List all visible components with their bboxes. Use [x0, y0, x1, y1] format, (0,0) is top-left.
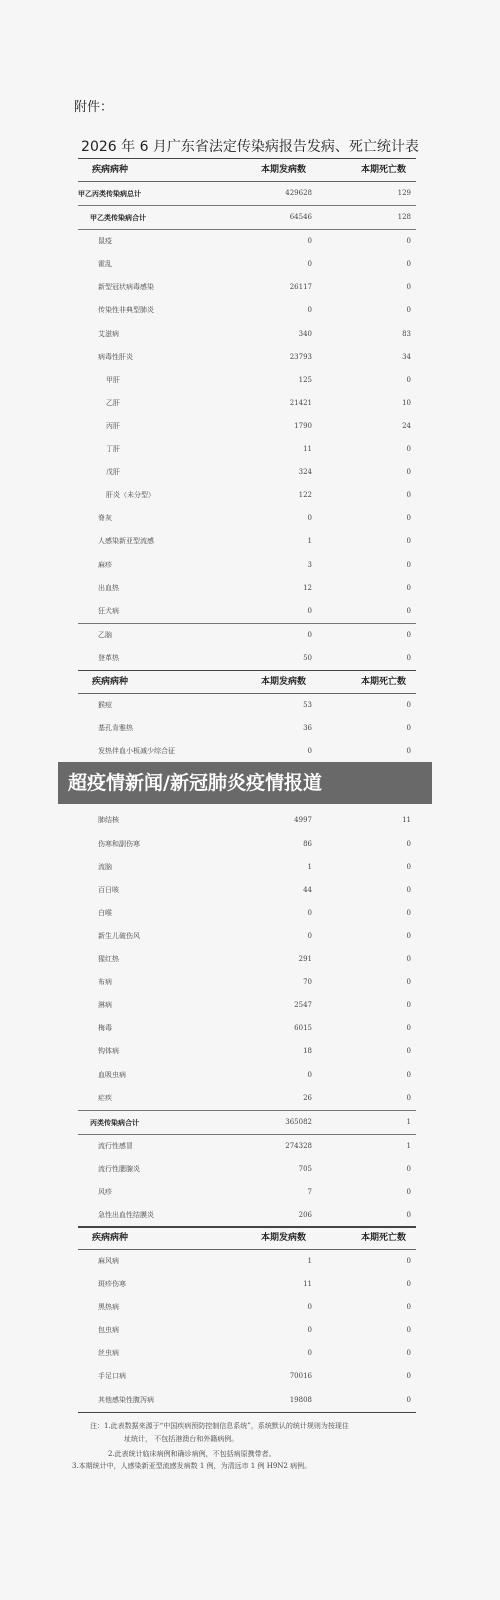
header-deaths: 本期死亡数 — [360, 1233, 406, 1243]
disease-name: 基孔肯雅热 — [98, 724, 133, 733]
disease-name: 乙肝 — [106, 398, 120, 407]
disease-name: 黑热病 — [98, 1303, 119, 1312]
disease-name: 甲乙类传染病合计 — [90, 213, 146, 223]
case-count: 340 — [298, 329, 312, 338]
disease-name: 流行性感冒 — [98, 1141, 133, 1150]
death-count: 0 — [406, 1070, 411, 1079]
death-count: 0 — [406, 445, 411, 454]
death-count: 128 — [397, 213, 411, 222]
table-row — [78, 809, 416, 832]
case-count: 0 — [307, 1303, 312, 1312]
death-count: 0 — [406, 375, 411, 384]
disease-name: 新生儿破伤风 — [98, 931, 140, 940]
death-count: 0 — [406, 1093, 411, 1102]
case-count: 86 — [303, 839, 312, 848]
disease-name: 霍乱 — [98, 260, 112, 269]
disease-name: 肺结核 — [98, 816, 119, 825]
disease-name: 脊灰 — [98, 514, 112, 523]
case-count: 3 — [307, 560, 312, 569]
header-disease: 疾病病种 — [92, 165, 129, 175]
table-row — [78, 577, 416, 600]
death-count: 1 — [406, 1141, 411, 1150]
table-row — [78, 530, 416, 553]
footnote-1: 注：1.此表数据来源于“中国疾病预防控制信息系统”，系统默认的统计规则为按现住 — [90, 1422, 349, 1430]
case-count: 365082 — [285, 1117, 312, 1126]
case-count: 0 — [307, 908, 312, 917]
disease-name: 鼠疫 — [98, 237, 112, 246]
disease-name: 斑疹伤寒 — [98, 1280, 126, 1289]
case-count: 44 — [303, 885, 312, 894]
disease-name: 出血热 — [98, 583, 119, 592]
case-count: 12 — [303, 583, 312, 592]
disease-name: 人感染新亚型流感 — [98, 537, 154, 546]
case-count: 26117 — [289, 283, 312, 292]
table-row — [78, 1087, 416, 1110]
disease-name: 发热伴血小板减少综合征 — [98, 747, 175, 756]
table-row — [78, 229, 416, 253]
disease-name: 丙肝 — [106, 421, 120, 430]
case-count: 0 — [307, 306, 312, 315]
table-row — [78, 346, 416, 369]
death-count: 0 — [406, 537, 411, 546]
news-banner[interactable] — [58, 762, 432, 804]
death-count: 0 — [406, 701, 411, 709]
disease-name: 百日咳 — [98, 885, 119, 894]
disease-name: 疟疾 — [98, 1093, 112, 1102]
footnote-3: 3.本期统计中，人感染新亚型流感发病数 1 例，为清远市 1 例 H9N2 病例。 — [72, 1462, 312, 1470]
disease-name: 甲乙丙类传染病总计 — [78, 189, 141, 198]
death-count: 0 — [406, 1001, 411, 1010]
disease-name: 流行性腮腺炎 — [98, 1164, 140, 1173]
table-row — [78, 1273, 416, 1296]
table-row — [78, 717, 416, 740]
disease-name: 麻风病 — [98, 1257, 119, 1265]
disease-name: 甲肝 — [106, 375, 120, 384]
table-row — [78, 253, 416, 276]
case-count: 324 — [298, 468, 312, 477]
case-count: 125 — [298, 375, 312, 384]
table-row — [78, 1365, 416, 1388]
table-row — [78, 1134, 416, 1158]
death-count: 0 — [406, 283, 411, 292]
death-count: 0 — [406, 1303, 411, 1312]
disease-name: 丁肝 — [106, 445, 120, 454]
case-count: 19808 — [289, 1395, 312, 1404]
disease-name: 狂犬病 — [98, 606, 119, 615]
case-count: 0 — [307, 630, 312, 639]
table-row — [78, 276, 416, 299]
table-row — [78, 182, 416, 205]
case-count: 122 — [298, 491, 312, 500]
death-count: 0 — [406, 1280, 411, 1289]
disease-name: 丝虫病 — [98, 1349, 119, 1358]
case-count: 291 — [298, 955, 312, 964]
table-row — [78, 600, 416, 623]
case-count: 1 — [307, 1257, 312, 1265]
table-row — [78, 415, 416, 438]
disease-name: 手足口病 — [98, 1372, 126, 1381]
death-count: 83 — [402, 329, 411, 338]
disease-name: 梅毒 — [98, 1024, 112, 1033]
case-count: 6015 — [294, 1024, 312, 1033]
header-deaths: 本期死亡数 — [360, 165, 406, 175]
death-count: 0 — [406, 630, 411, 639]
death-count: 0 — [406, 978, 411, 987]
case-count: 0 — [307, 931, 312, 940]
table-row — [78, 1204, 416, 1227]
disease-name: 乙脑 — [98, 630, 112, 639]
table-row — [78, 1064, 416, 1087]
disease-name: 麻疹 — [98, 560, 112, 569]
disease-name: 血吸虫病 — [98, 1070, 126, 1079]
table-row — [78, 1181, 416, 1204]
disease-name: 急性出血性结膜炎 — [98, 1211, 154, 1220]
case-count: 705 — [298, 1164, 312, 1173]
table-row — [78, 994, 416, 1017]
death-count: 11 — [402, 816, 411, 825]
case-count: 11 — [303, 1280, 312, 1289]
table-row — [78, 323, 416, 346]
table-row — [78, 647, 416, 670]
table-row — [78, 948, 416, 971]
case-count: 4997 — [294, 816, 312, 825]
disease-name: 猴痘 — [98, 701, 112, 709]
attachment-label: 附件： — [74, 100, 114, 115]
table-section-2 — [78, 670, 416, 1228]
death-count: 0 — [406, 908, 411, 917]
death-count: 0 — [406, 606, 411, 615]
footnote-1-cont: 址统计， 不包括港澳台和外籍病例。 — [124, 1435, 239, 1443]
disease-name: 猩红热 — [98, 955, 119, 964]
table-row — [78, 299, 416, 322]
case-count: 1790 — [294, 421, 312, 430]
death-count: 0 — [406, 839, 411, 848]
death-count: 129 — [397, 189, 411, 197]
table-row — [78, 392, 416, 415]
table-row — [78, 879, 416, 902]
disease-name: 白喉 — [98, 908, 112, 917]
table-row — [78, 856, 416, 879]
death-count: 0 — [406, 1395, 411, 1404]
case-count: 0 — [307, 1349, 312, 1358]
table-row — [78, 1017, 416, 1040]
death-count: 0 — [406, 724, 411, 733]
disease-name: 病毒性肝炎 — [98, 352, 133, 361]
case-count: 0 — [307, 260, 312, 269]
death-count: 0 — [406, 1349, 411, 1358]
document-title: 2026 年 6 月广东省法定传染病报告发病、死亡统计表 — [81, 139, 419, 155]
table-row — [78, 694, 416, 717]
table-row — [78, 925, 416, 948]
table-row — [78, 484, 416, 507]
case-count: 206 — [298, 1211, 312, 1220]
disease-name: 丙类传染病合计 — [90, 1117, 139, 1127]
case-count: 70016 — [289, 1372, 312, 1381]
case-count: 36 — [303, 724, 312, 733]
table-row — [78, 554, 416, 577]
header-disease: 疾病病种 — [92, 677, 129, 687]
table-row — [78, 971, 416, 994]
table-row — [78, 1158, 416, 1181]
case-count: 50 — [303, 653, 312, 662]
disease-name: 风疹 — [98, 1187, 112, 1196]
case-count: 0 — [307, 237, 312, 246]
death-count: 0 — [406, 1211, 411, 1220]
case-count: 53 — [303, 701, 312, 709]
table-body-3 — [78, 1250, 416, 1412]
death-count: 0 — [406, 931, 411, 940]
disease-name: 包虫病 — [98, 1326, 119, 1335]
table-row — [78, 507, 416, 530]
death-count: 0 — [406, 955, 411, 964]
table-header — [78, 1226, 416, 1250]
banner-text: 超疫情新闻/新冠肺炎疫情报道 — [68, 772, 322, 794]
case-count: 0 — [307, 1326, 312, 1335]
death-count: 0 — [406, 491, 411, 500]
disease-name: 流脑 — [98, 862, 112, 871]
death-count: 0 — [406, 260, 411, 269]
case-count: 7 — [307, 1187, 312, 1196]
death-count: 34 — [402, 352, 411, 361]
disease-name: 登革热 — [98, 653, 119, 662]
header-cases: 本期发病数 — [260, 165, 306, 175]
death-count: 0 — [406, 862, 411, 871]
disease-name: 其他感染性腹泻病 — [98, 1395, 154, 1404]
disease-name: 新型冠状病毒感染 — [98, 283, 154, 292]
disease-name: 传染性非典型肺炎 — [98, 306, 154, 315]
death-count: 0 — [406, 560, 411, 569]
disease-name: 伤寒和副伤寒 — [98, 839, 140, 848]
header-cases: 本期发病数 — [260, 677, 306, 687]
header-cases: 本期发病数 — [260, 1233, 306, 1243]
table-section-3 — [78, 1226, 416, 1413]
case-count: 64546 — [289, 213, 312, 222]
death-count: 10 — [402, 398, 411, 407]
case-count: 70 — [303, 978, 312, 987]
case-count: 23793 — [289, 352, 312, 361]
disease-name: 肝炎（未分型） — [106, 491, 155, 500]
table-row — [78, 1319, 416, 1342]
case-count: 18 — [303, 1047, 312, 1056]
death-count: 24 — [402, 421, 411, 430]
case-count: 21421 — [289, 398, 312, 407]
case-count: 0 — [307, 514, 312, 523]
death-count: 0 — [406, 885, 411, 894]
case-count: 0 — [307, 1070, 312, 1079]
case-count: 0 — [307, 747, 312, 756]
table-row — [78, 833, 416, 856]
table-row — [78, 740, 416, 763]
case-count: 274328 — [285, 1141, 312, 1150]
disease-name: 钩体病 — [98, 1047, 119, 1056]
death-count: 0 — [406, 306, 411, 315]
case-count: 1 — [307, 862, 312, 871]
death-count: 0 — [406, 583, 411, 592]
table-row — [78, 902, 416, 925]
table-section-1 — [78, 158, 416, 671]
table-row — [78, 369, 416, 392]
table-row — [78, 1342, 416, 1365]
table-row — [78, 623, 416, 647]
death-count: 0 — [406, 237, 411, 246]
death-count: 1 — [406, 1117, 411, 1126]
table-row — [78, 438, 416, 461]
table-header — [78, 670, 416, 694]
footnote-2: 2.此表统计临床病例和确诊病例，不包括病原携带者。 — [108, 1450, 276, 1458]
table-row — [78, 461, 416, 484]
case-count: 2547 — [294, 1001, 312, 1010]
death-count: 0 — [406, 1164, 411, 1173]
table-row — [78, 1389, 416, 1412]
table-body-1 — [78, 182, 416, 670]
death-count: 0 — [406, 1257, 411, 1265]
header-disease: 疾病病种 — [92, 1233, 129, 1243]
death-count: 0 — [406, 747, 411, 756]
death-count: 0 — [406, 514, 411, 523]
case-count: 1 — [307, 537, 312, 546]
death-count: 0 — [406, 1187, 411, 1196]
disease-name: 淋病 — [98, 1001, 112, 1010]
table-row — [78, 1110, 416, 1134]
disease-name: 布病 — [98, 978, 112, 987]
disease-name: 戊肝 — [106, 468, 120, 477]
case-count: 26 — [303, 1093, 312, 1102]
case-count: 429628 — [285, 189, 312, 197]
table-row — [78, 1296, 416, 1319]
death-count: 0 — [406, 1372, 411, 1381]
table-row — [78, 205, 416, 229]
case-count: 0 — [307, 606, 312, 615]
death-count: 0 — [406, 1326, 411, 1335]
disease-name: 艾滋病 — [98, 329, 119, 338]
death-count: 0 — [406, 1047, 411, 1056]
death-count: 0 — [406, 1024, 411, 1033]
case-count: 11 — [303, 445, 312, 454]
table-header — [78, 158, 416, 182]
death-count: 0 — [406, 468, 411, 477]
table-row — [78, 1040, 416, 1063]
table-row — [78, 1250, 416, 1273]
header-deaths: 本期死亡数 — [360, 677, 406, 687]
death-count: 0 — [406, 653, 411, 662]
